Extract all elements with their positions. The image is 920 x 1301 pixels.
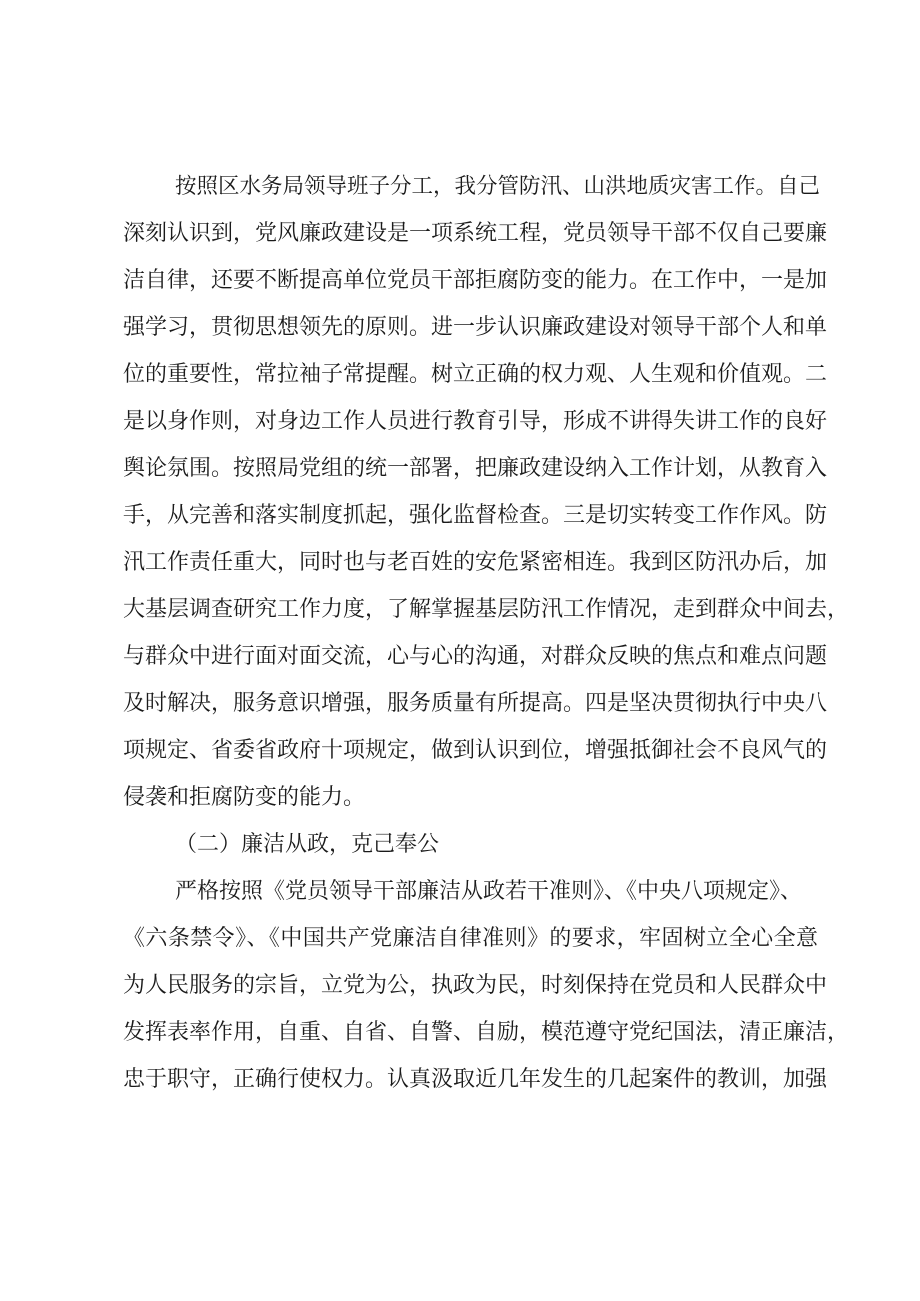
paragraph-1-line-7: 舆论氛围。按照局党组的统一部署，把廉政建设纳入工作计划，从教育入 — [123, 456, 828, 481]
paragraph-1-line-2: 深刻认识到，党风廉政建设是一项系统工程，党员领导干部不仅自己要廉 — [123, 221, 828, 246]
paragraph-1-line-3: 洁自律，还要不断提高单位党员干部拒腐防变的能力。在工作中，一是加 — [123, 268, 828, 293]
paragraph-2-line-3: 为人民服务的宗旨，立党为公，执政为民，时刻保持在党员和人民群众中 — [123, 973, 828, 998]
paragraph-1-line-10: 大基层调查研究工作力度，了解掌握基层防汛工作情况，走到群众中间去， — [123, 597, 850, 622]
paragraph-1-line-11: 与群众中进行面对面交流，心与心的沟通，对群众反映的焦点和难点问题 — [123, 644, 828, 669]
paragraph-2-line-1: 严格按照《党员领导干部廉洁从政若干准则》、《中央八项规定》、 — [175, 879, 803, 904]
paragraph-2-line-2: 《六条禁令》、《中国共产党廉洁自律准则》的要求，牢固树立全心全意 — [123, 926, 818, 951]
paragraph-1-line-1: 按照区水务局领导班子分工，我分管防汛、山洪地质灾害工作。自己 — [175, 174, 821, 199]
paragraph-1-line-5: 位的重要性，常拉袖子常提醒。树立正确的权力观、人生观和价值观。二 — [123, 362, 828, 387]
paragraph-2-line-5: 忠于职守，正确行使权力。认真汲取近几年发生的几起案件的教训，加强 — [123, 1067, 828, 1092]
paragraph-1-line-14: 侵袭和拒腐防变的能力。 — [123, 785, 366, 810]
paragraph-1-line-4: 强学习，贯彻思想领先的原则。进一步认识廉政建设对领导干部个人和单 — [123, 315, 828, 340]
paragraph-1-line-12: 及时解决，服务意识增强，服务质量有所提高。四是坚决贯彻执行中央八 — [123, 691, 828, 716]
paragraph-1-line-13: 项规定、省委省政府十项规定，做到认识到位，增强抵御社会不良风气的 — [123, 738, 828, 763]
paragraph-1-line-8: 手，从完善和落实制度抓起，强化监督检查。三是切实转变工作作风。防 — [123, 503, 828, 528]
paragraph-1-line-6: 是以身作则，对身边工作人员进行教育引导，形成不讲得失讲工作的良好 — [123, 409, 828, 434]
paragraph-1-line-9: 汛工作责任重大，同时也与老百姓的安危紧密相连。我到区防汛办后，加 — [123, 550, 828, 575]
section-heading: （二）廉洁从政，克己奉公 — [175, 832, 440, 857]
paragraph-2-line-4: 发挥表率作用，自重、自省、自警、自励，模范遵守党纪国法，清正廉洁， — [123, 1020, 850, 1045]
